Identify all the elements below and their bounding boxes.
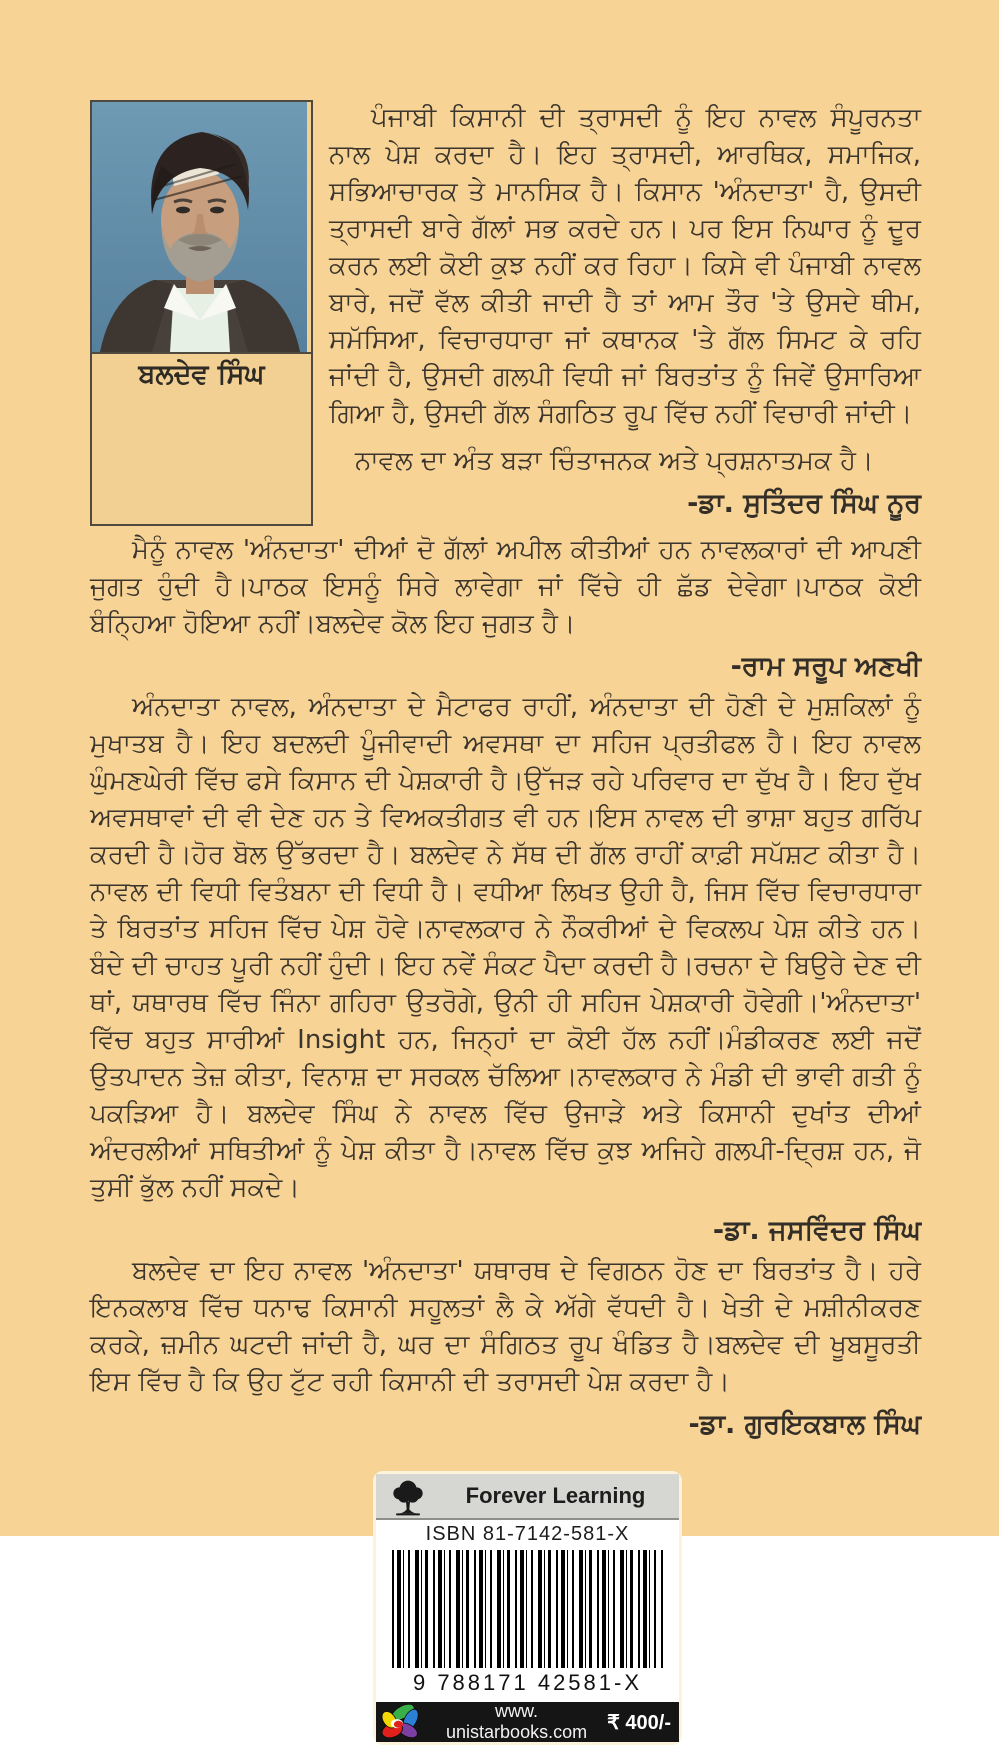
publisher-label (373, 1471, 682, 1745)
barcode-number: 9 788171 42581-X (412, 1670, 643, 1695)
author-photo-caption: ਬਲਦੇਵ ਸਿੰਘ (92, 352, 311, 398)
publisher-tagline: Forever Learning (465, 1483, 646, 1508)
price-tag: ₹ 400/- (607, 1711, 671, 1734)
quote-4-block (90, 1253, 921, 1441)
quote-1-text: ਪੰਜਾਬੀ ਕਿਸਾਨੀ ਦੀ ਤ੍ਰਾਸਦੀ ਨੂੰ ਇਹ ਨਾਵਲ ਸੰਪੂਰਨਤਾ ਨਾਲ ਪੇਸ਼ ਕਰਦਾ ਹੈ। ਇਹ ਤ੍ਰਾਸਦੀ, ਆਰਥਿਕ, ਸਮਾਜਿਕ, ਸਭਿਆਚਾਰਕ ਤੇ ਮਾਨਸਿਕ ਹੈ। ਕਿਸਾਨ 'ਅੰਨਦਾਤਾ' ਹੈ, ਉਸਦੀ ਤ੍ਰਾਸਦੀ ਬਾਰੇ ਗੱਲਾਂ ਸਭ ਕਰਦੇ ਹਨ। ਪਰ ਇਸ ਨਿਘਾਰ ਨੂੰ ਦੂਰ ਕਰਨ ਲਈ ਕੋਈ ਕੁਝ ਨਹੀਂ ਕਰ ਰਿਹਾ। ਕਿਸੇ ਵੀ ਪੰਜਾਬੀ ਨਾਵਲ ਬਾਰੇ, ਜਦੋਂ ਵੱਲ ਕੀਤੀ ਜਾਦੀ ਹੈ ਤਾਂ ਆਮ ਤੌਰ 'ਤੇ ਉਸਦੇ ਥੀਮ, ਸਮੱਸਿਆ, ਵਿਚਾਰਧਾਰਾ ਜਾਂ ਕਥਾਨਕ 'ਤੇ ਗੱਲ ਸਿਮਟ ਕੇ ਰਹਿ ਜਾਂਦੀ ਹੈ, ਉਸਦੀ ਗਲਪੀ ਵਿਧੀ ਜਾਂ ਬਿਰਤਾਂਤ ਨੂੰ ਜਿਵੇਂ ਉਸਾਰਿਆ ਗਿਆ ਹੈ, ਉਸਦੀ ਗੱਲ ਸੰਗਠਿਤ ਰੂਪ ਵਿੱਚ ਨਹੀਂ ਵਿਚਾਰੀ ਜਾਂਦੀ। (329, 103, 921, 429)
publisher-tagline-bar (376, 1474, 679, 1520)
top-section (90, 100, 921, 526)
publisher-website: www. unistarbooks.com (446, 1701, 588, 1742)
publisher-footer-bar (376, 1702, 679, 1742)
author-portrait-image (92, 102, 307, 352)
quote-4-text: ਬਲਦੇਵ ਦਾ ਇਹ ਨਾਵਲ 'ਅੰਨਦਾਤਾ' ਯਥਾਰਥ ਦੇ ਵਿਗਠਨ ਹੋਣ ਦਾ ਬਿਰਤਾਂਤ ਹੈ। ਹਰੇ ਇਨਕਲਾਬ ਵਿੱਚ ਧਨਾਢ ਕਿਸਾਨੀ ਸਹੂਲਤਾਂ ਲੈ ਕੇ ਅੱਗੇ ਵੱਧਦੀ ਹੈ। ਖੇਤੀ ਦੇ ਮਸ਼ੀਨੀਕਰਣ ਕਰਕੇ, ਜ਼ਮੀਨ ਘਟਦੀ ਜਾਂਦੀ ਹੈ, ਘਰ ਦਾ ਸੰਗਿਠਤ ਰੂਪ ਖੰਡਿਤ ਹੈ।ਬਲਦੇਵ ਦੀ ਖੂਬਸੂਰਤੀ ਇਸ ਵਿੱਚ ਹੈ ਕਿ ਉਹ ਟੁੱਟ ਰਹੀ ਕਿਸਾਨੀ ਦੀ ਤਰਾਸਦੀ ਪੇਸ਼ ਕਰਦਾ ਹੈ। (90, 1256, 921, 1397)
isbn-area (376, 1520, 679, 1702)
isbn-barcode (392, 1550, 663, 1668)
quotes-section (90, 532, 921, 1441)
quote-4-attribution: -ਡਾ. ਗੁਰਇਕਬਾਲ ਸਿੰਘ (688, 1409, 921, 1440)
quote-2-attribution: -ਰਾਮ ਸਰੂਪ ਅਣਖੀ (730, 651, 921, 682)
unistar-logo-icon (380, 1703, 426, 1741)
tree-icon (386, 1476, 430, 1516)
quote-2-text: ਮੈਨੂੰ ਨਾਵਲ 'ਅੰਨਦਾਤਾ' ਦੀਆਂ ਦੋ ਗੱਲਾਂ ਅਪੀਲ ਕੀਤੀਆਂ ਹਨ ਨਾਵਲਕਾਰਾਂ ਦੀ ਆਪਣੀ ਜੁਗਤ ਹੁੰਦੀ ਹੈ।ਪਾਠਕ ਇਸਨੂੰ ਸਿਰੇ ਲਾਵੇਗਾ ਜਾਂ ਵਿੱਚੇ ਹੀ ਛੱਡ ਦੇਵੇਗਾ।ਪਾਠਕ ਕੋਈ ਬੰਨ੍ਹਿਆ ਹੋਇਆ ਨਹੀਂ।ਬਲਦੇਵ ਕੋਲ ਇਹ ਜੁਗਤ ਹੈ। (90, 535, 921, 639)
quote-1-attribution: -ਡਾ. ਸੁਤਿੰਦਰ ਸਿੰਘ ਨੂਰ (687, 488, 921, 519)
quote-3-attribution: -ਡਾ. ਜਸਵਿੰਦਰ ਸਿੰਘ (712, 1215, 921, 1246)
quote-1-closing: ਨਾਵਲ ਦਾ ਅੰਤ ਬੜਾ ਚਿੰਤਾਜਨਕ ਅਤੇ ਪ੍ਰਸ਼ਨਾਤਮਕ ਹੈ। (355, 446, 874, 476)
quote-3-text: ਅੰਨਦਾਤਾ ਨਾਵਲ, ਅੰਨਦਾਤਾ ਦੇ ਮੈਟਾਫਰ ਰਾਹੀਂ, ਅੰਨਦਾਤਾ ਦੀ ਹੋਣੀ ਦੇ ਮੁਸ਼ਕਿਲਾਂ ਨੂੰ ਮੁਖਾਤਬ ਹੈ। ਇਹ ਬਦਲਦੀ ਪੂੰਜੀਵਾਦੀ ਅਵਸਥਾ ਦਾ ਸਹਿਜ ਪ੍ਰਤੀਫਲ ਹੈ। ਇਹ ਨਾਵਲ ਘੁੰਮਣਘੇਰੀ ਵਿੱਚ ਫਸੇ ਕਿਸਾਨ ਦੀ ਪੇਸ਼ਕਾਰੀ ਹੈ।ਉੱਜੜ ਰਹੇ ਪਰਿਵਾਰ ਦਾ ਦੁੱਖ ਹੈ। ਇਹ ਦੁੱਖ ਅਵਸਥਾਵਾਂ ਦੀ ਵੀ ਦੇਣ ਹਨ ਤੇ ਵਿਅਕਤੀਗਤ ਵੀ ਹਨ।ਇਸ ਨਾਵਲ ਦੀ ਭਾਸ਼ਾ ਬਹੁਤ ਗਰਿੱਪ ਕਰਦੀ ਹੈ।ਹੋਰ ਬੋਲ ਉੱਭਰਦਾ ਹੈ। ਬਲਦੇਵ ਨੇ ਸੱਥ ਦੀ ਗੱਲ ਰਾਹੀਂ ਕਾਫ਼ੀ ਸਪੱਸ਼ਟ ਕੀਤਾ ਹੈ।ਨਾਵਲ ਦੀ ਵਿਧੀ ਵਿਤੰਬਨਾ ਦੀ ਵਿਧੀ ਹੈ। ਵਧੀਆ ਲਿਖਤ ਉਹੀ ਹੈ, ਜਿਸ ਵਿੱਚ ਵਿਚਾਰਧਾਰਾ ਤੇ ਬਿਰਤਾਂਤ ਸਹਿਜ ਵਿੱਚ ਪੇਸ਼ ਹੋਵੇ।ਨਾਵਲਕਾਰ ਨੇ ਨੌਕਰੀਆਂ ਦੇ ਵਿਕਲਪ ਪੇਸ਼ ਕੀਤੇ ਹਨ। ਬੰਦੇ ਦੀ ਚਾਹਤ ਪੂਰੀ ਨਹੀਂ ਹੁੰਦੀ। ਇਹ ਨਵੇਂ ਸੰਕਟ ਪੈਦਾ ਕਰਦੀ ਹੈ।ਰਚਨਾ ਦੇ ਬਿਉਰੇ ਦੇਣ ਦੀ ਥਾਂ, ਯਥਾਰਥ ਵਿੱਚ ਜਿੰਨਾ ਗਹਿਰਾ ਉਤਰੋਗੇ, ਉਨੀ ਹੀ ਸਹਿਜ ਪੇਸ਼ਕਾਰੀ ਹੋਵੇਗੀ।'ਅੰਨਦਾਤਾ' ਵਿੱਚ ਬਹੁਤ ਸਾਰੀਆਂ Insight ਹਨ, ਜਿਨ੍ਹਾਂ ਦਾ ਕੋਈ ਹੱਲ ਨਹੀਂ।ਮੰਡੀਕਰਣ ਲਈ ਜਦੋਂ ਉਤਪਾਦਨ ਤੇਜ਼ ਕੀਤਾ, ਵਿਨਾਸ਼ ਦਾ ਸਰਕਲ ਚੱਲਿਆ।ਨਾਵਲਕਾਰ ਨੇ ਮੰਡੀ ਦੀ ਭਾਵੀ ਗਤੀ ਨੂੰ ਪਕੜਿਆ ਹੈ। ਬਲਦੇਵ ਸਿੰਘ ਨੇ ਨਾਵਲ ਵਿੱਚ ਉਜਾੜੇ ਅਤੇ ਕਿਸਾਨੀ ਦੁਖਾਂਤ ਦੀਆਂ ਅੰਦਰਲੀਆਂ ਸਥਿਤੀਆਂ ਨੂੰ ਪੇਸ਼ ਕੀਤਾ ਹੈ।ਨਾਵਲ ਵਿੱਚ ਕੁਝ ਅਜਿਹੇ ਗਲਪੀ-ਦ੍ਰਿਸ਼ ਹਨ, ਜੋ ਤੁਸੀਂ ਭੁੱਲ ਨਹੀਂ ਸਕਦੇ। (90, 692, 921, 1203)
quote-2-block (90, 532, 921, 683)
quote-3-block (90, 689, 921, 1247)
quote-1-block (329, 100, 921, 526)
isbn-text: ISBN 81-7142-581-X (425, 1523, 630, 1545)
author-photo (90, 100, 313, 526)
